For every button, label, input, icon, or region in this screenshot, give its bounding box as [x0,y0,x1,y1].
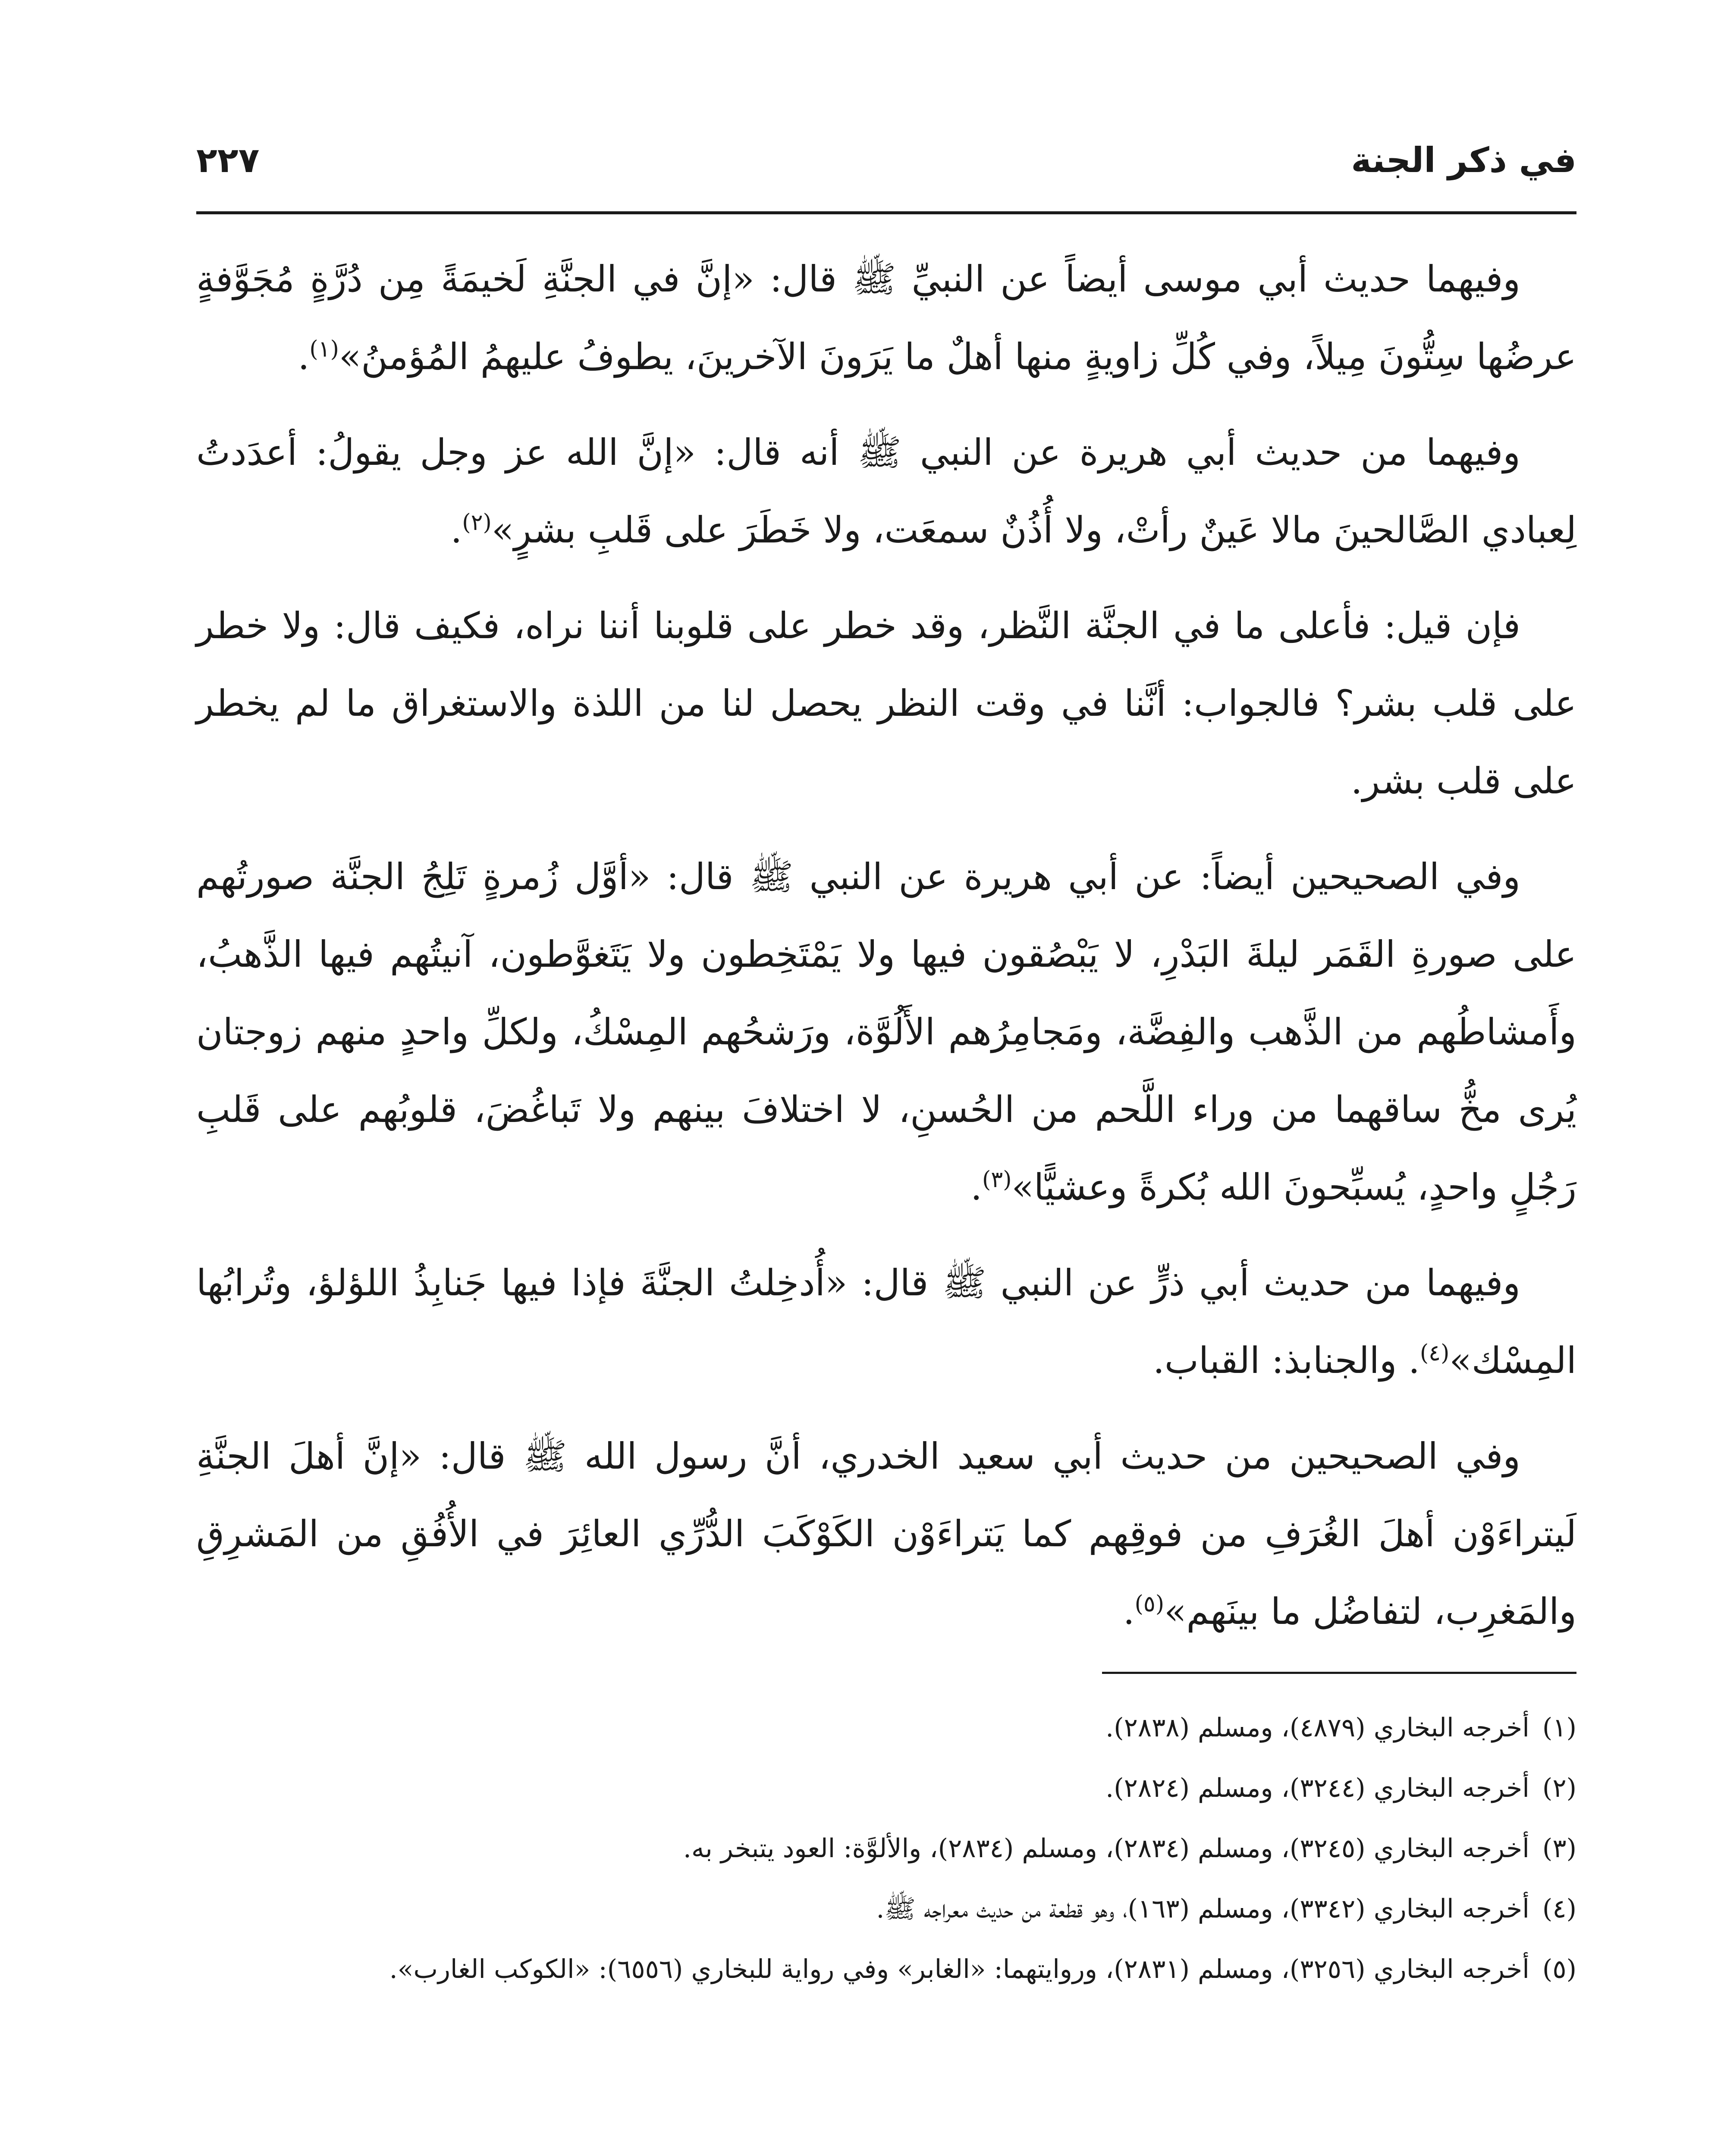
running-header [196,129,1576,214]
paragraph: فإن قيل: فأعلى ما في الجنَّة النَّظر، وقد خطر على قلوبنا أننا نراه، فكيف قال: ولا خطر على قلب بشر؟ فالجواب: أنَّنا في وقت النظر يحصل لنا من اللذة والاستغراق ما لم يخطر على قلب بشر. [196,605,1576,802]
footnote-ref[interactable]: (٤) [1419,1340,1450,1366]
footnote-text: أخرجه البخاري (٣٢٥٦)، ومسلم (٢٨٣١)، وروايتهما: «الغابر» وفي رواية للبخاري (٦٥٥٦): «الكوكب الغارب». [389,1954,1529,1984]
footnote-ref[interactable]: (١) [309,336,339,362]
footnote-text: أخرجه البخاري (٣٢٤٤)، ومسلم (٢٨٢٤). [1105,1773,1529,1803]
book-page [196,129,1576,1999]
paragraph: وفي الصحيحين أيضاً: عن أبي هريرة عن النبي ﷺ قال: «أوَّل زُمرةٍ تَلِجُ الجنَّة صورتُهم على صورةِ القَمَر ليلةَ البَدْرِ، لا يَبْصُقون فيها ولا يَمْتَخِطون ولا يَتَغوَّطون، آنيتُهم فيها الذَّهبُ، وأَمشاطُهم من الذَّهب والفِضَّة، ومَجامِرُهم الأَلُوَّة، ورَشحُهم المِسْكُ، ولكلِّ واحدٍ منهم زوجتان يُرى مخُّ ساقهما من وراء اللَّحم من الحُسنِ، لا اختلافَ بينهم ولا تَباغُضَ، قلوبُهم على قَلبِ رَجُلٍ واحدٍ، يُسبِّحونَ الله بُكرةً وعشيًّا»$^{(٣)}$. [196,856,1577,1208]
page-number: ٢٢٧ [196,140,260,180]
chapter-title: في ذكر الجنة [1351,140,1576,180]
footnote-text: أخرجه البخاري (٤٨٧٩)، ومسلم (٢٨٣٨). [1105,1713,1529,1743]
footnote-number: (٣) [1542,1833,1576,1864]
main-text [196,240,1576,1650]
paragraph: وفيهما حديث أبي موسى أيضاً عن النبيِّ ﷺ قال: «إنَّ في الجنَّةِ لَخيمَةً مِن دُرَّةٍ مُجَوَّفةٍ عرضُها سِتُّونَ مِيلاً، وفي كُلِّ زاويةٍ منها أهلٌ ما يَرَونَ الآخرينَ، يطوفُ عليهمُ المُؤمنُ»$^{(١)}$. [196,258,1576,378]
footnotes [196,1698,1576,1999]
footnote [196,1698,1576,1758]
footnote-text: أخرجه البخاري (٣٢٤٥)، ومسلم (٢٨٣٤)، ومسلم (٢٨٣٤)، والألوَّة: العود يتبخر به. [683,1833,1529,1864]
footnote [196,1818,1576,1879]
footnote [196,1939,1576,1999]
footnote-number: (٢) [1542,1773,1576,1803]
paragraph: وفيهما من حديث أبي هريرة عن النبي ﷺ أنه قال: «إنَّ الله عز وجل يقولُ: أعدَدتُ لِعبادي الصَّالحينَ مالا عَينٌ رأتْ، ولا أُذُنٌ سمعَت، ولا خَطَرَ على قَلبِ بشرٍ»$^{(٢)}$. [196,431,1576,551]
footnote-text: أخرجه البخاري (٣٣٤٢)، ومسلم (١٦٣)، وهو قطعة من حديث معراجه ﷺ. [876,1894,1529,1924]
footnote-ref[interactable]: (٥) [1134,1591,1165,1617]
footnote [196,1758,1576,1818]
paragraph: وفي الصحيحين من حديث أبي سعيد الخدري، أنَّ رسول الله ﷺ قال: «إنَّ أهلَ الجنَّةِ لَيتراءَوْن أهلَ الغُرَفِ من فوقِهم كما يَتراءَوْن الكَوْكَبَ الدُّرِّي العائِرَ في الأُفُقِ من المَشرِقِ والمَغرِب، لتفاضُل ما بينَهم»$^{(٥)}$. [196,1435,1576,1633]
footnote [196,1879,1576,1939]
footnote-separator [1102,1672,1576,1674]
footnote-number: (٤) [1542,1894,1576,1924]
footnote-number: (٥) [1542,1954,1576,1984]
footnote-number: (١) [1542,1713,1576,1743]
footnote-ref[interactable]: (٢) [462,510,492,536]
footnote-ref[interactable]: (٣) [982,1167,1012,1193]
paragraph: وفيهما من حديث أبي ذرٍّ عن النبي ﷺ قال: «أُدخِلتُ الجنَّةَ فإذا فيها جَنابِذُ اللؤلؤ، وتُرابُها المِسْك»$^{(٤)}$. والجنابذ: القباب. [196,1262,1576,1382]
